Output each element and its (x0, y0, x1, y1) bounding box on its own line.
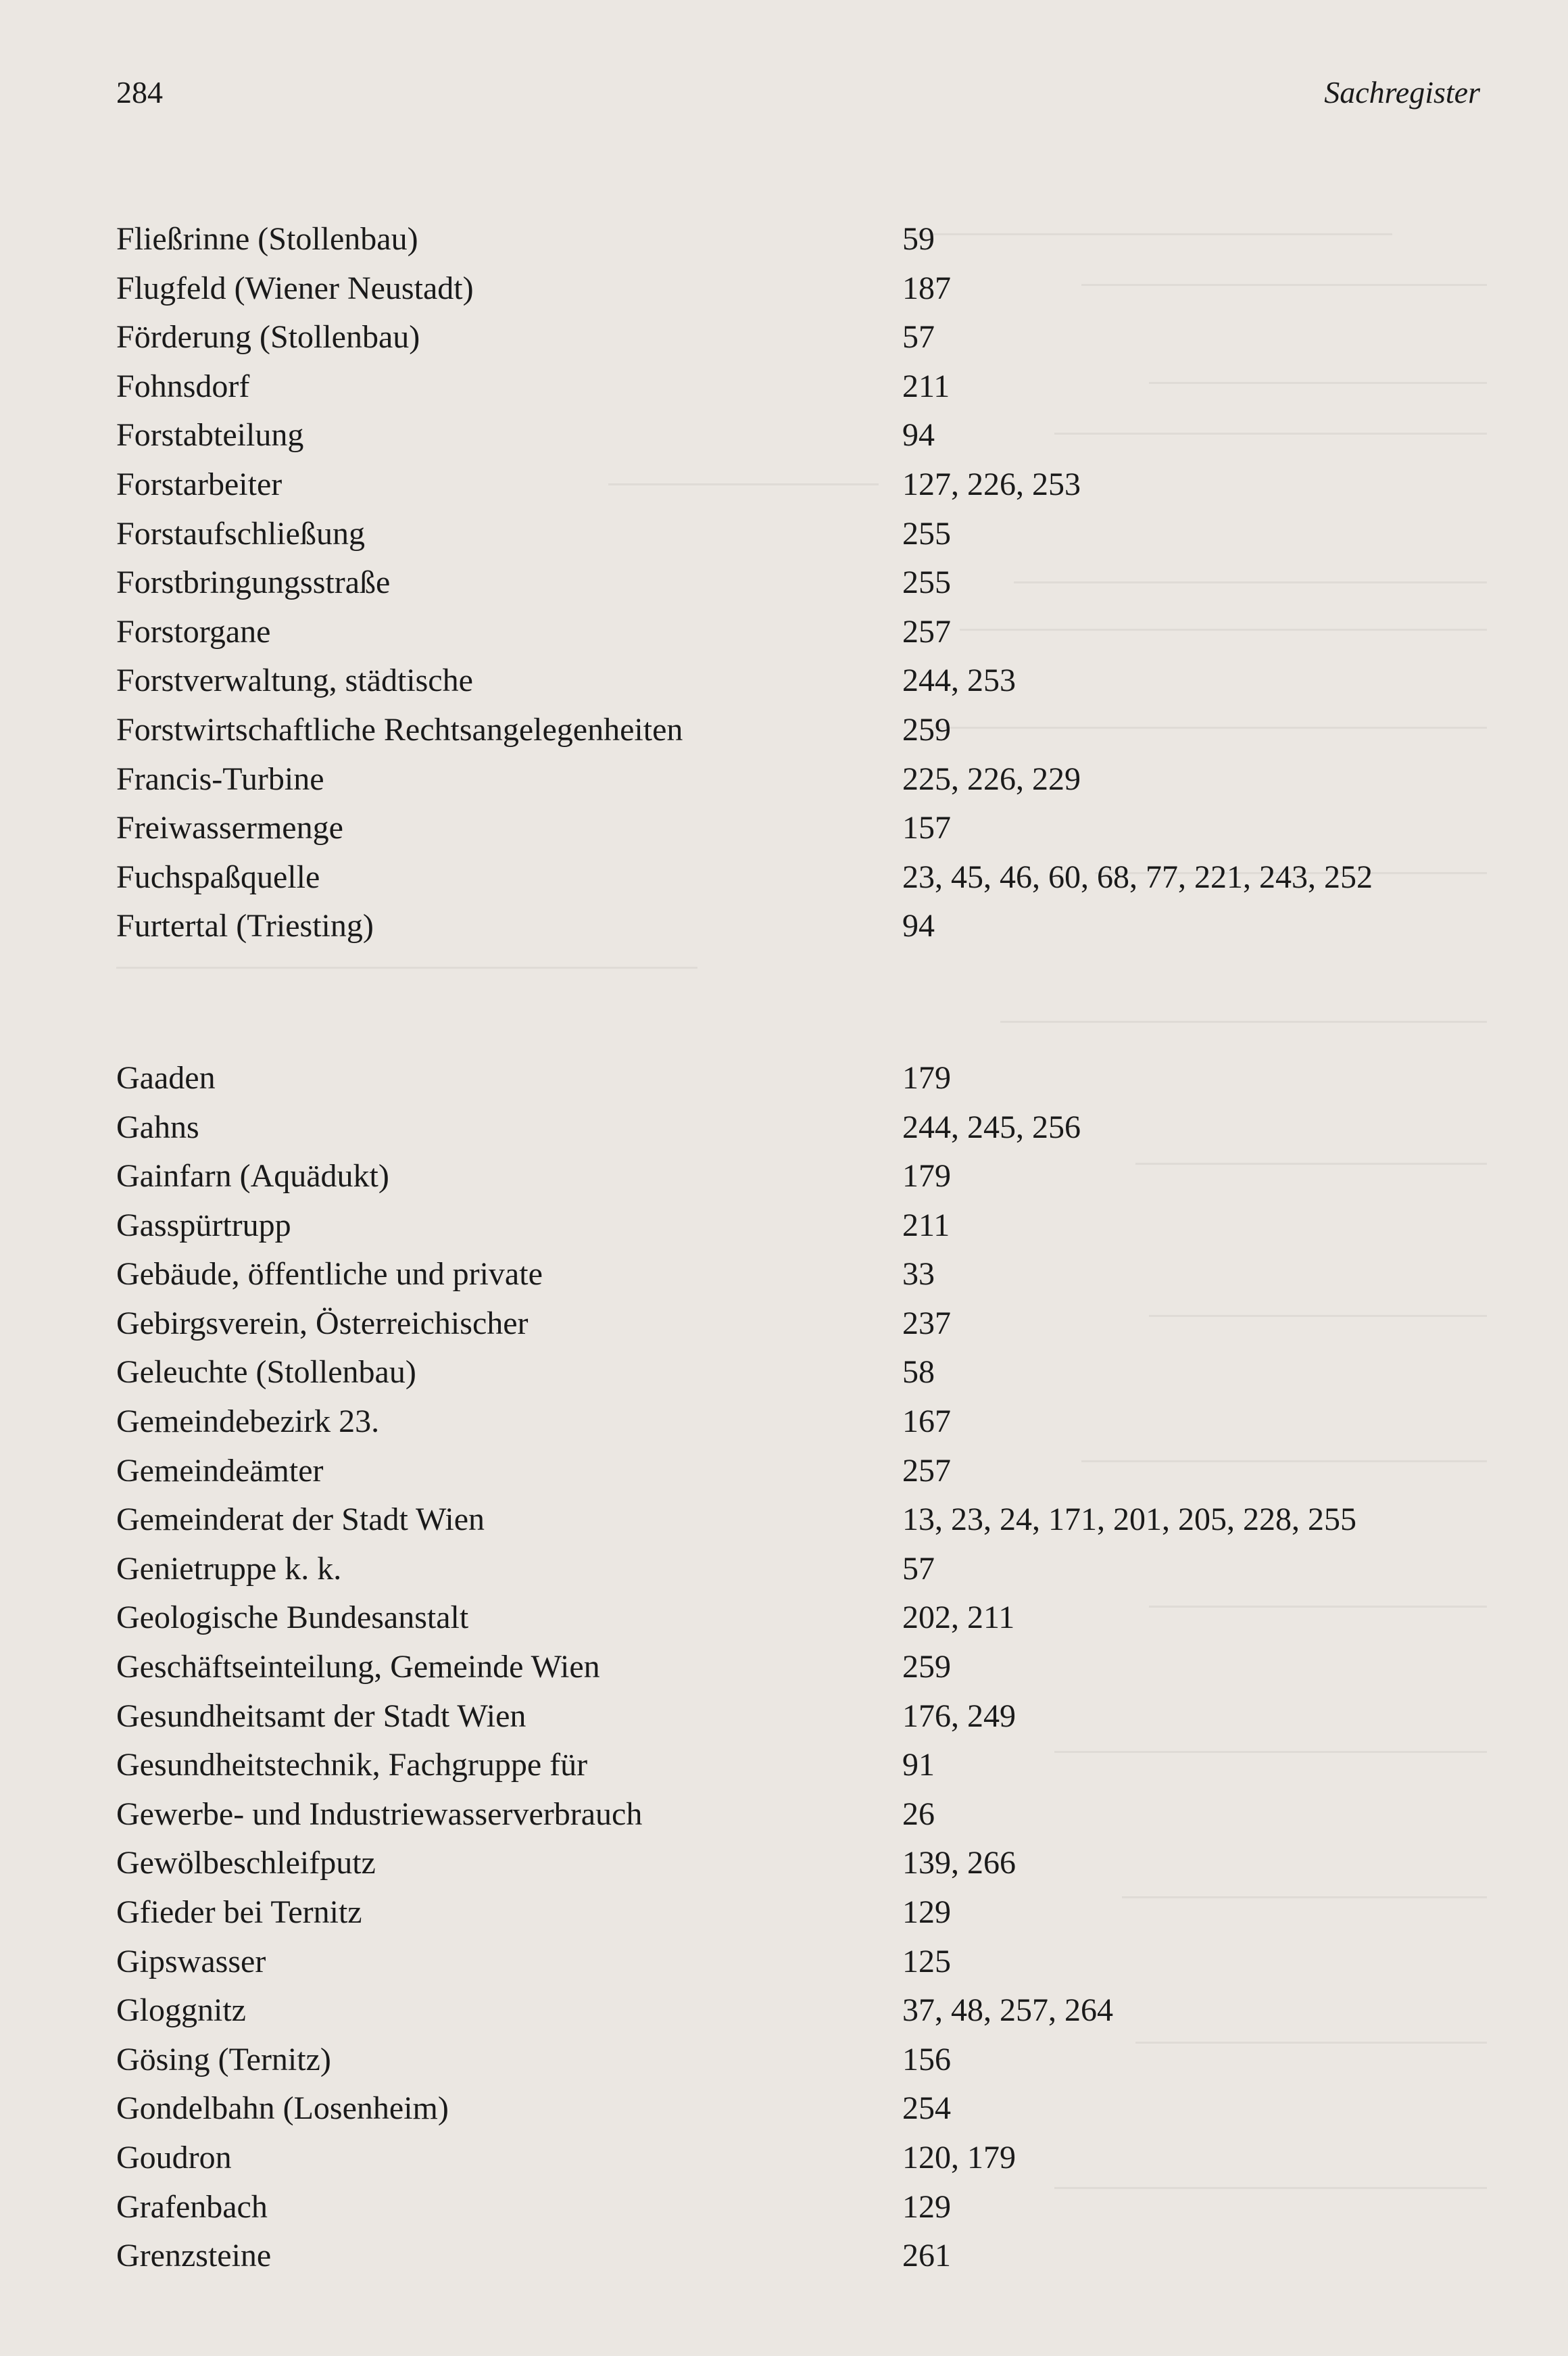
index-entry (116, 2134, 1468, 2183)
index-term: Furtertal (Triesting) (116, 908, 374, 944)
index-pages: 57 (902, 319, 935, 356)
index-entry (116, 706, 1468, 755)
index-pages: 179 (902, 1158, 951, 1195)
index-term: Forstaufschließung (116, 515, 365, 552)
index-term: Gemeindebezirk 23. (116, 1403, 380, 1440)
index-term: Gesundheitstechnik, Fachgruppe für (116, 1747, 588, 1783)
index-entry (116, 411, 1468, 460)
index-pages: 127, 226, 253 (902, 466, 1081, 502)
index-entry (116, 755, 1468, 804)
index-entry (116, 1250, 1468, 1299)
index-entry (116, 1643, 1468, 1692)
index-pages: 255 (902, 564, 951, 601)
index-term: Gemeindeämter (116, 1452, 324, 1489)
index-entry (116, 2183, 1468, 2232)
index-pages: 261 (902, 2238, 951, 2274)
index-pages: 58 (902, 1354, 935, 1391)
index-entry (116, 1054, 1468, 1103)
index-pages: 157 (902, 810, 951, 846)
index-term: Gipswasser (116, 1943, 266, 1979)
index-entry (116, 1299, 1468, 1349)
index-pages: 244, 253 (902, 663, 1016, 699)
index-term: Gesundheitsamt der Stadt Wien (116, 1698, 526, 1734)
index-entry (116, 558, 1468, 608)
index-pages: 37, 48, 257, 264 (902, 1992, 1113, 2029)
index-pages: 211 (902, 1207, 950, 1243)
index-entry (116, 1938, 1468, 1987)
index-pages: 129 (902, 1894, 951, 1930)
index-term: Flugfeld (Wiener Neustadt) (116, 270, 474, 306)
index-pages: 237 (902, 1305, 951, 1341)
index-term: Grenzsteine (116, 2238, 272, 2274)
index-pages: 94 (902, 908, 935, 944)
index-entry (116, 1447, 1468, 1496)
index-entry (116, 510, 1468, 559)
index-pages: 59 (902, 221, 935, 257)
subject-index (116, 215, 1468, 2281)
index-pages: 125 (902, 1943, 951, 1979)
index-pages: 176, 249 (902, 1698, 1016, 1734)
index-term: Goudron (116, 2139, 232, 2175)
index-pages: 156 (902, 2041, 951, 2077)
index-pages: 167 (902, 1403, 951, 1440)
index-entry (116, 1593, 1468, 1643)
index-term: Forstbringungsstraße (116, 564, 391, 601)
index-entry (116, 362, 1468, 412)
index-entry (116, 853, 1468, 903)
index-entry (116, 1741, 1468, 1790)
index-entry (116, 656, 1468, 706)
index-pages: 259 (902, 711, 951, 748)
index-term: Gloggnitz (116, 1992, 246, 2029)
index-pages: 257 (902, 613, 951, 650)
index-term: Gondelbahn (Losenheim) (116, 2090, 449, 2127)
index-term: Forstorgane (116, 613, 271, 650)
index-term: Fohnsdorf (116, 368, 250, 404)
index-pages: 33 (902, 1256, 935, 1293)
page-header (116, 74, 1480, 128)
index-pages: 57 (902, 1550, 935, 1587)
index-entry (116, 902, 1468, 951)
index-pages: 26 (902, 1796, 935, 1832)
index-pages: 257 (902, 1452, 951, 1489)
index-entry (116, 215, 1468, 264)
index-term: Fuchspaßquelle (116, 859, 320, 895)
index-term: Forstwirtschaftliche Rechtsangelegenheiten (116, 711, 683, 748)
index-pages: 23, 45, 46, 60, 68, 77, 221, 243, 252 (902, 859, 1373, 895)
running-title: Sachregister (1324, 75, 1480, 110)
index-term: Gfieder bei Ternitz (116, 1894, 362, 1930)
index-pages: 120, 179 (902, 2139, 1016, 2175)
index-entry (116, 1397, 1468, 1447)
index-term: Gaaden (116, 1059, 216, 1096)
index-entry (116, 1495, 1468, 1545)
index-term: Grafenbach (116, 2188, 268, 2225)
index-term: Genietruppe k. k. (116, 1550, 342, 1587)
index-term: Francis-Turbine (116, 761, 324, 797)
index-entry (116, 1986, 1468, 2036)
index-entry (116, 1103, 1468, 1153)
page-number: 284 (116, 75, 163, 110)
index-term: Gemeinderat der Stadt Wien (116, 1501, 485, 1538)
index-term: Förderung (Stollenbau) (116, 319, 420, 356)
index-pages: 91 (902, 1747, 935, 1783)
index-term: Gebirgsverein, Österreichischer (116, 1305, 529, 1341)
index-entry (116, 313, 1468, 362)
index-entry (116, 1888, 1468, 1938)
index-entry (116, 1545, 1468, 1594)
index-entry (116, 2084, 1468, 2134)
index-pages: 202, 211 (902, 1600, 1015, 1636)
index-term: Geleuchte (Stollenbau) (116, 1354, 416, 1391)
index-pages: 244, 245, 256 (902, 1109, 1081, 1145)
index-term: Forstarbeiter (116, 466, 283, 502)
index-entry (116, 1692, 1468, 1741)
index-term: Geologische Bundesanstalt (116, 1600, 469, 1636)
index-pages: 94 (902, 417, 935, 454)
index-entry (116, 264, 1468, 314)
index-pages: 259 (902, 1649, 951, 1685)
index-entry (116, 608, 1468, 657)
index-entry (116, 2232, 1468, 2281)
index-term: Fließrinne (Stollenbau) (116, 221, 418, 257)
index-term: Gebäude, öffentliche und private (116, 1256, 543, 1293)
index-term: Gasspürtrupp (116, 1207, 291, 1243)
index-entry (116, 1201, 1468, 1251)
index-entry (116, 460, 1468, 510)
index-entry (116, 1839, 1468, 1888)
index-term: Geschäftseinteilung, Gemeinde Wien (116, 1649, 600, 1685)
index-entry (116, 804, 1468, 853)
index-pages: 179 (902, 1059, 951, 1096)
index-term: Freiwassermenge (116, 810, 343, 846)
index-entry (116, 1152, 1468, 1201)
index-term: Forstverwaltung, städtische (116, 663, 473, 699)
index-entry (116, 2036, 1468, 2085)
index-pages: 225, 226, 229 (902, 761, 1081, 797)
index-term: Gahns (116, 1109, 199, 1145)
index-pages: 13, 23, 24, 171, 201, 205, 228, 255 (902, 1501, 1356, 1538)
index-pages: 187 (902, 270, 951, 306)
index-term: Forstabteilung (116, 417, 304, 454)
index-pages: 139, 266 (902, 1845, 1016, 1881)
index-pages: 211 (902, 368, 950, 404)
index-pages: 129 (902, 2188, 951, 2225)
index-pages: 254 (902, 2090, 951, 2127)
index-entry (116, 1348, 1468, 1397)
index-term: Gösing (Ternitz) (116, 2041, 331, 2077)
index-term: Gewölbeschleifputz (116, 1845, 376, 1881)
index-entry (116, 1790, 1468, 1840)
index-term: Gainfarn (Aquädukt) (116, 1158, 389, 1195)
index-term: Gewerbe- und Industriewasserverbrauch (116, 1796, 643, 1832)
index-pages: 255 (902, 515, 951, 552)
